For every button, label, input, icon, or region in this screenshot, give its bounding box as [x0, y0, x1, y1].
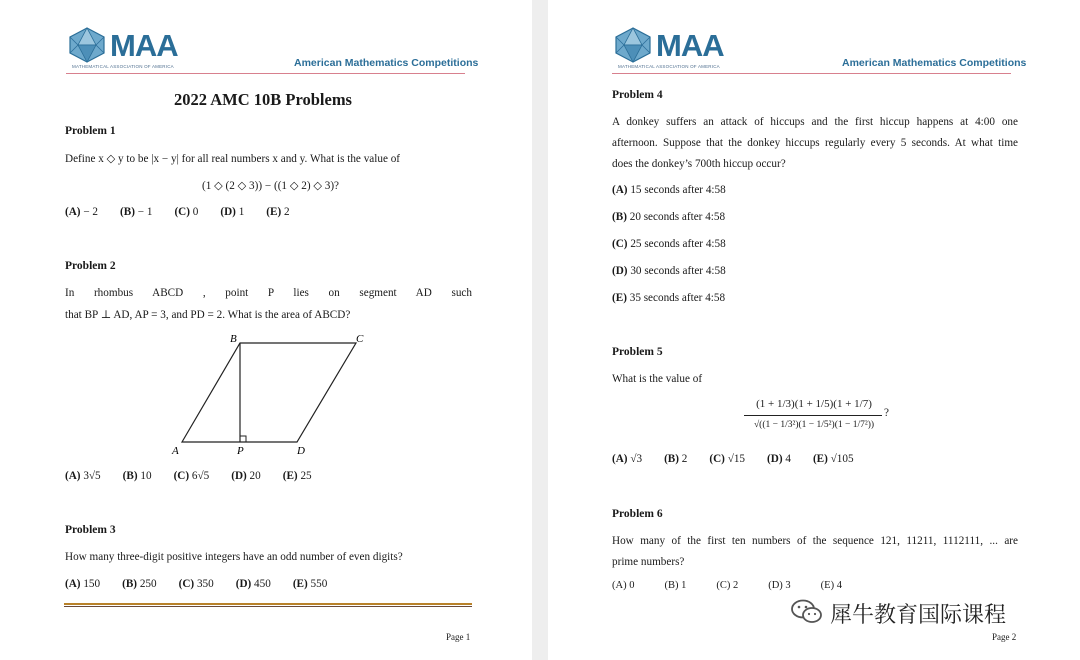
problem-1-expression: (1 ◇ (2 ◇ 3)) − ((1 ◇ 2) ◇ 3)? [202, 180, 340, 192]
wechat-icon [790, 598, 824, 626]
problem-5-choices [612, 453, 876, 465]
choice: (A) 150 [65, 578, 101, 590]
problem-2-line-1: In rhombus ABCD , point P lies on segment AD such [65, 287, 472, 299]
problem-5-statement: What is the value of [612, 373, 703, 385]
problem-6-heading: Problem 6 [612, 508, 663, 520]
problem-4-line-1: A donkey suffers an attack of hiccups and the first hiccup happens at 4:00 one [612, 116, 1018, 128]
maa-logo-text: MAA [656, 28, 724, 63]
choice: (D) 4 [767, 453, 791, 465]
problem-2-choices [65, 470, 334, 482]
problem-1-choices [65, 206, 312, 218]
choice: (B) 20 seconds after 4:58 [612, 211, 726, 223]
choice: (C) √15 [709, 453, 746, 465]
problem-4-line-3: does the donkey’s 700th hiccup occur? [612, 158, 786, 170]
problem-1-heading: Problem 1 [65, 125, 116, 137]
choice: (D) 450 [235, 578, 271, 590]
choice: (E) 25 [282, 470, 312, 482]
footer-rule-bottom [64, 606, 472, 607]
icosahedron-logo-icon [66, 26, 108, 64]
org-name: American Mathematics Competitions [294, 57, 479, 69]
header-rule [66, 73, 465, 74]
choice: (E) 2 [266, 206, 290, 218]
choice: (C) 0 [174, 206, 199, 218]
problem-4-heading: Problem 4 [612, 89, 663, 101]
problem-4-line-2: afternoon. Suppose that the donkey hiccups regularly every 5 seconds. At what time [612, 137, 1018, 149]
fraction-numerator: (1 + 1/3)(1 + 1/5)(1 + 1/7) [756, 398, 872, 410]
choice: (D) 1 [220, 206, 245, 218]
fraction-question-mark: ? [884, 407, 889, 419]
vertex-label-d: D [297, 445, 305, 457]
point-label-p: P [237, 445, 244, 457]
problem-2-line-2: that BP ⊥ AD, AP = 3, and PD = 2. What is the area of ABCD? [65, 309, 351, 321]
problem-4-choices [612, 184, 726, 319]
rhombus-figure [160, 330, 380, 460]
icosahedron-logo-icon [612, 26, 654, 64]
problem-2-heading: Problem 2 [65, 260, 116, 272]
footer-rule-top [64, 603, 472, 605]
page-1 [0, 0, 532, 660]
problem-6-line-1: How many of the first ten numbers of the sequence 121, 11211, 1112111, ... are [612, 535, 1018, 547]
choice: (C) 6√5 [173, 470, 210, 482]
choice: (C) 350 [178, 578, 214, 590]
choice: (B) 250 [122, 578, 157, 590]
choice: (B) 1 [664, 580, 687, 591]
choice: (C) 2 [716, 580, 739, 591]
problem-6-choices [612, 580, 872, 591]
maa-logo-subtitle: MATHEMATICAL ASSOCIATION OF AMERICA [618, 64, 720, 69]
page-2 [548, 0, 1080, 660]
vertex-label-b: B [230, 333, 237, 345]
problem-1-statement: Define x ◇ y to be |x − y| for all real numbers x and y. What is the value of [65, 153, 401, 165]
fraction-denominator: √((1 − 1/3²)(1 − 1/5²)(1 − 1/7²)) [753, 420, 875, 430]
document-title: 2022 AMC 10B Problems [174, 90, 352, 109]
choice: (E) 550 [292, 578, 328, 590]
choice: (D) 30 seconds after 4:58 [612, 265, 726, 277]
header-rule [612, 73, 1011, 74]
choice: (A) 15 seconds after 4:58 [612, 184, 726, 196]
vertex-label-c: C [356, 333, 364, 345]
vertex-label-a: A [172, 445, 179, 457]
choice: (E) 4 [820, 580, 842, 591]
watermark-text: 犀牛教育国际课程 [830, 603, 1007, 628]
problem-3-statement: How many three-digit positive integers have an odd number of even digits? [65, 551, 403, 563]
page-number: Page 2 [992, 632, 1017, 642]
maa-logo-text: MAA [110, 28, 178, 63]
choice: (B) − 1 [120, 206, 153, 218]
choice: (D) 3 [768, 580, 791, 591]
org-name: American Mathematics Competitions [842, 57, 1027, 69]
choice: (D) 20 [231, 470, 261, 482]
choice: (A) 0 [612, 580, 635, 591]
choice: (B) 10 [122, 470, 152, 482]
choice: (E) 35 seconds after 4:58 [612, 292, 726, 304]
problem-3-heading: Problem 3 [65, 524, 116, 536]
choice: (A) 3√5 [65, 470, 101, 482]
choice: (C) 25 seconds after 4:58 [612, 238, 726, 250]
choice: (E) √105 [812, 453, 854, 465]
choice: (A) − 2 [65, 206, 99, 218]
problem-5-heading: Problem 5 [612, 346, 663, 358]
choice: (B) 2 [664, 453, 688, 465]
page-number: Page 1 [446, 632, 471, 642]
problem-6-line-2: prime numbers? [612, 556, 685, 568]
problem-3-choices [65, 578, 349, 590]
choice: (A) √3 [612, 453, 643, 465]
maa-logo-subtitle: MATHEMATICAL ASSOCIATION OF AMERICA [72, 64, 174, 69]
fraction-bar [744, 415, 882, 416]
